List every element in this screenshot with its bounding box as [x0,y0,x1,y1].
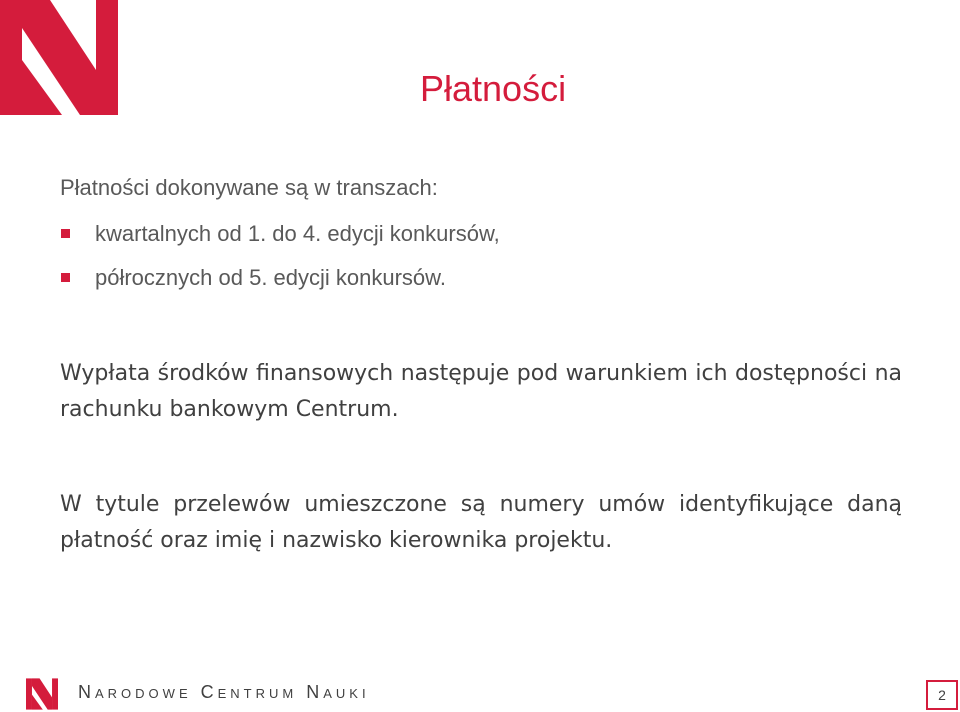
slide-title: Płatności [420,68,567,109]
square-bullet-icon [61,273,70,282]
paragraph-transfer-title: W tytule przelewów umieszczone są numery umów identyfikujące daną płatność oraz imię i nazwisko kierownika projektu. [60,492,902,553]
paragraph-payment-availability: Wypłata środków finansowych następuje pod warunkiem ich dostępności na rachunku bankowym Centrum. [60,361,902,422]
list-item-text: półrocznych od 5. edycji konkursów. [95,265,446,290]
bullet-list [60,212,902,300]
list-item [60,256,902,300]
ncn-logo-icon [0,0,118,115]
ncn-small-logo-icon [26,678,58,710]
list-item-text: kwartalnych od 1. do 4. edycji konkursów, [95,221,500,246]
page-number: 2 [926,680,958,710]
intro-text: Płatności dokonywane są w transzach: [60,175,438,200]
list-item [60,212,902,256]
square-bullet-icon [61,229,70,238]
footer-brand: Narodowe Centrum Nauki [78,682,370,702]
slide-content [60,170,902,300]
